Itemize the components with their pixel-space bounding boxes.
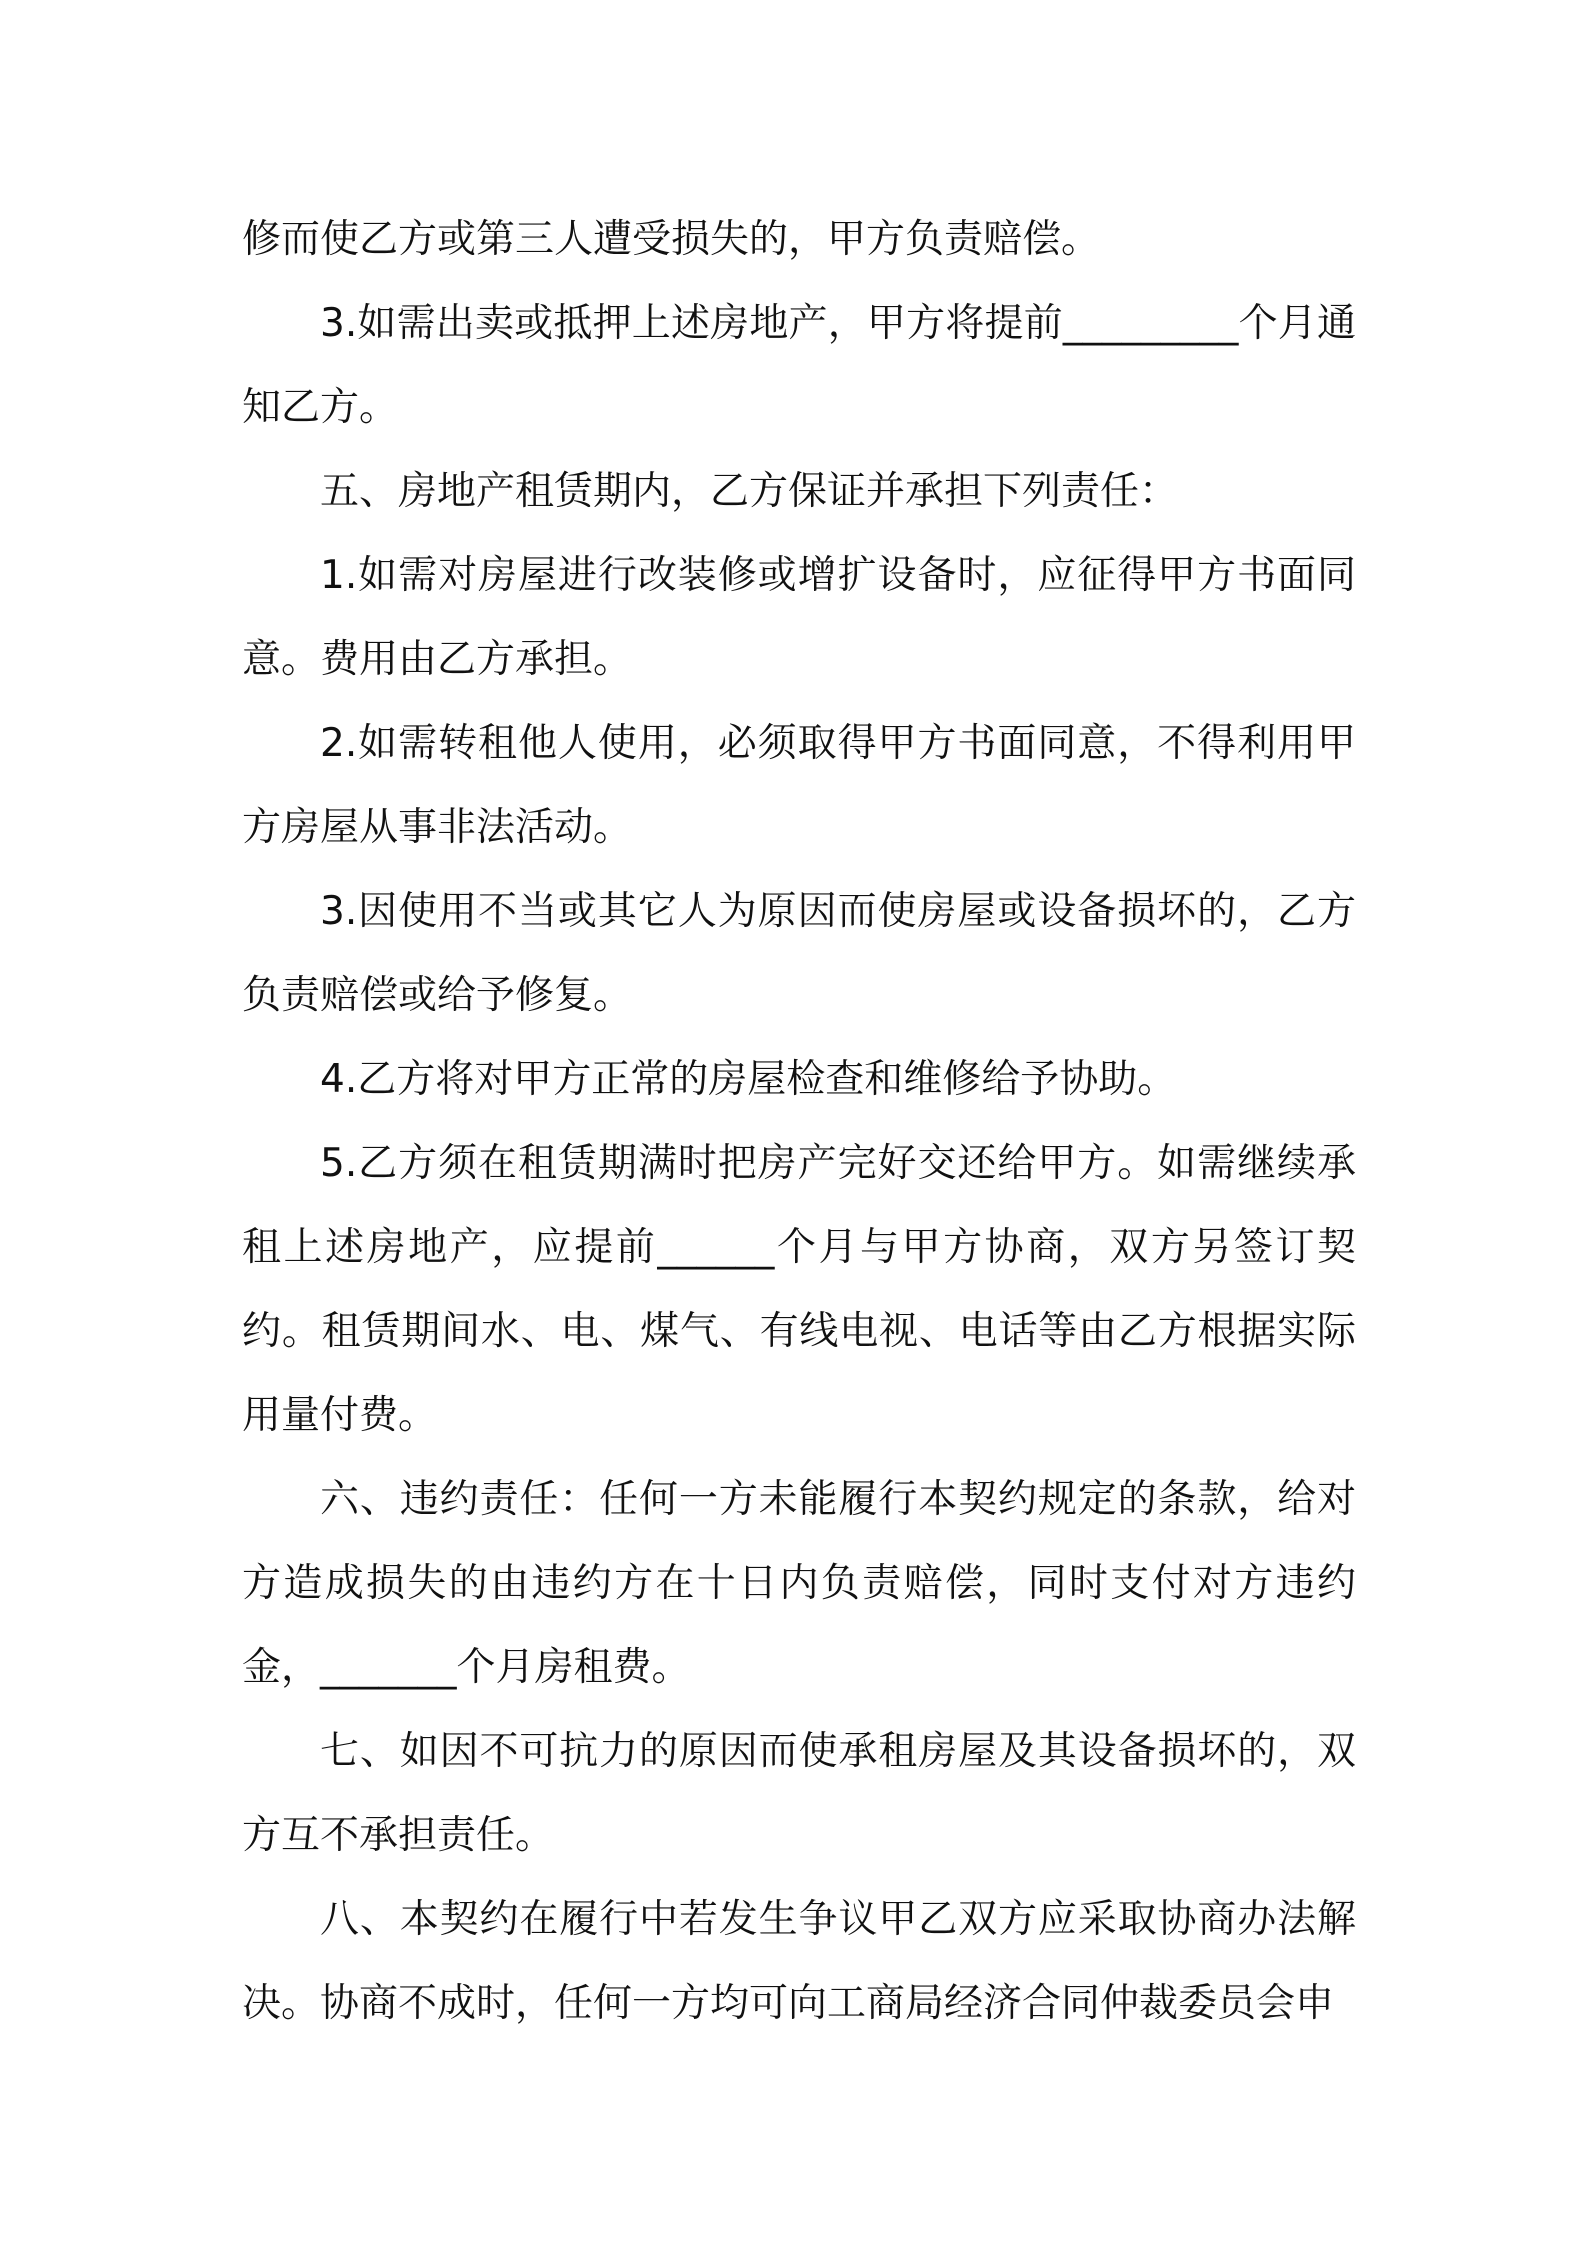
paragraph-3: 五、房地产租赁期内，乙方保证并承担下列责任：: [320, 469, 1179, 514]
paragraph-11: 八、本契约在履行中若发生争议甲乙双方应采取协商办法解决。协商不成时，任何一方均可向工商局经济合同仲裁委员会申: [242, 1897, 1356, 2026]
paragraph-5: 2.如需转租他人使用，必须取得甲方书面同意，不得利用甲方房屋从事非法活动。: [242, 721, 1356, 850]
paragraph-6: 3.因使用不当或其它人为原因而使房屋或设备损坏的，乙方负责赔偿或给予修复。: [242, 889, 1356, 1018]
paragraph-4: 1.如需对房屋进行改装修或增扩设备时，应征得甲方书面同意。费用由乙方承担。: [242, 553, 1356, 682]
paragraph-10: 七、如因不可抗力的原因而使承租房屋及其设备损坏的，双方互不承担责任。: [242, 1729, 1356, 1858]
paragraph-7: 4.乙方将对甲方正常的房屋检查和维修给予协助。: [320, 1057, 1177, 1102]
contract-body: [242, 198, 1356, 2046]
paragraph-9: 六、违约责任：任何一方未能履行本契约规定的条款，给对方造成损失的由违约方在十日内负责赔偿，同时支付对方违约金，_______个月房租费。: [242, 1477, 1356, 1690]
paragraph-8: 5.乙方须在租赁期满时把房产完好交还给甲方。如需继续承租上述房地产，应提前______个月与甲方协商，双方另签订契约。租赁期间水、电、煤气、有线电视、电话等由乙方根据实际用量付费。: [242, 1141, 1356, 1438]
paragraph-2: 3.如需出卖或抵押上述房地产，甲方将提前_________个月通知乙方。: [242, 301, 1356, 430]
paragraph-1: 修而使乙方或第三人遭受损失的，甲方负责赔偿。: [242, 217, 1101, 262]
